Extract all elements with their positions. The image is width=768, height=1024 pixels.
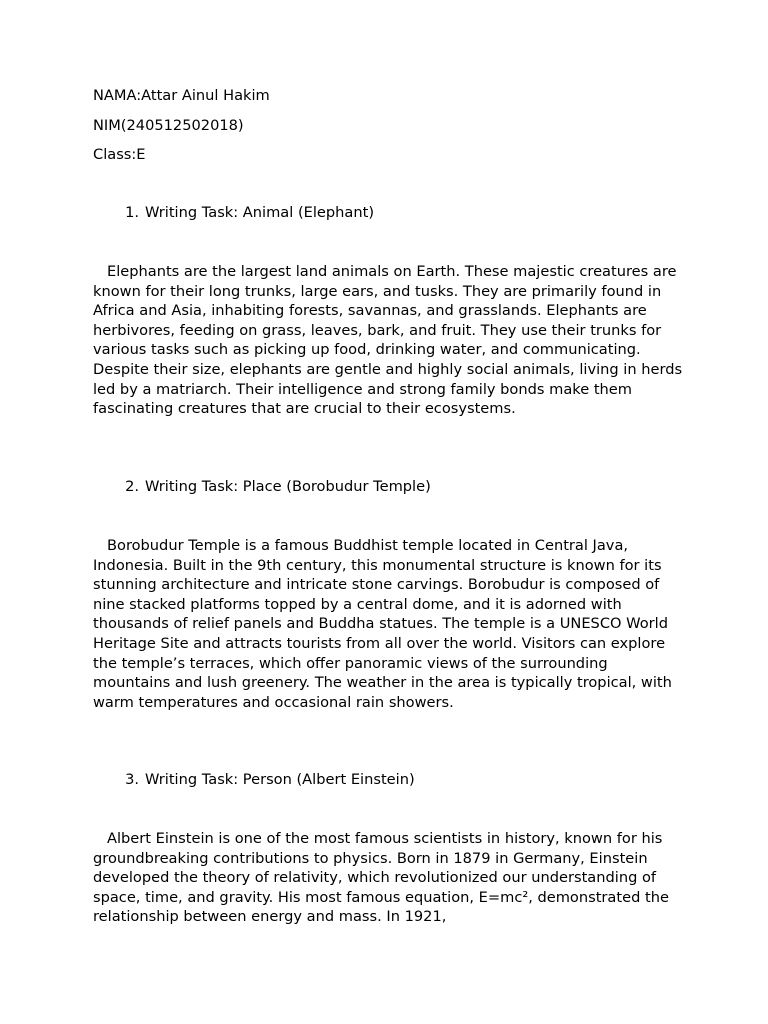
task-heading-place [93,477,431,497]
task-title: Writing Task: Place (Borobudur Temple) [145,478,431,495]
student-name: NAMA:Attar Ainul Hakim [93,87,270,104]
paragraph-elephant: Elephants are the largest land animals on Earth. These majestic creatures are known for their long trunks, large ears, and tusks. They are primarily found in Africa and Asia, inhabiting forests, savannas, and grasslands. Elephants are herbivores, feeding on grass, leaves, bark, and fruit. They use their trunks for various tasks such as picking up food, drinking water, and communicating. Despite their size, elephants are gentle and highly social animals, living in herds led by a matriarch. Their intelligence and strong family bonds make them fascinating creatures that are crucial to their ecosystems. [93,263,683,418]
document-page [93,86,693,926]
paragraph-einstein: Albert Einstein is one of the most famous scientists in history, known for his groundbreaking contributions to physics. Born in 1879 in Germany, Einstein developed the theory of relativity, which revolutionized our understanding of space, time, and gravity. His most famous equation, E=mc², demonstrated the relationship between energy and mass. In 1921, [93,830,669,926]
task-number: 1. [125,204,139,221]
task-number: 3. [125,771,139,788]
paragraph-borobudur: Borobudur Temple is a famous Buddhist temple located in Central Java, Indonesia. Built in the 9th century, this monumental structure is known for its stunning architecture and intricate stone carvings. Borobudur is composed of nine stacked platforms topped by a central dome, and it is adorned with thousands of relief panels and Buddha statues. The temple is a UNESCO World Heritage Site and attracts tourists from all over the world. Visitors can explore the temple’s terraces, which offer panoramic views of the surrounding mountains and lush greenery. The weather in the area is typically tropical, with warm temperatures and occasional rain showers. [93,537,672,711]
task-heading-person [93,770,415,790]
task-title: Writing Task: Animal (Elephant) [145,204,375,221]
task-title: Writing Task: Person (Albert Einstein) [145,771,415,788]
task-number: 2. [125,478,139,495]
task-heading-animal [93,203,374,223]
student-nim: NIM(240512502018) [93,116,244,134]
student-class: Class:E [93,146,146,163]
